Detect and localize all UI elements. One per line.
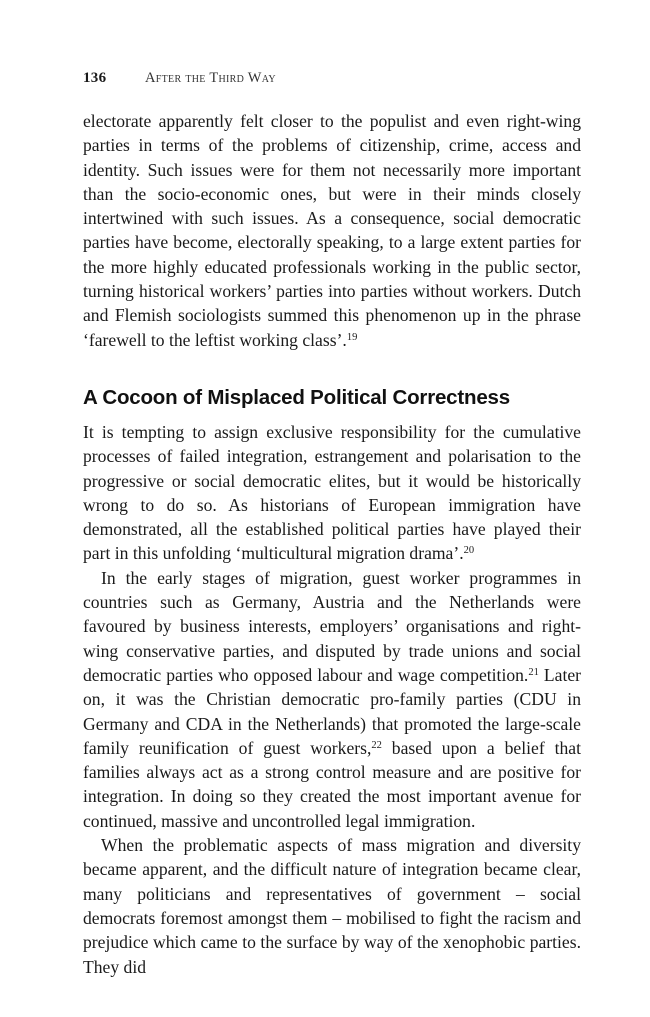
- section-heading: A Cocoon of Misplaced Political Correctness: [83, 385, 510, 409]
- footnote-marker[interactable]: 20: [463, 545, 475, 557]
- footnote-marker[interactable]: 19: [346, 331, 358, 343]
- footnote-marker[interactable]: 22: [371, 739, 382, 751]
- paragraph-text: electorate apparently felt closer to the populist and even right-wing parties in terms of the problems of citizenship, crime, access and identity. Such issues were for them not necessarily more important than the socio-economic ones, but were in their minds closely intertwined with such issues. As a consequence, social democratic parties have become, electorally speaking, to a large extent parties for the more highly educated professionals working in the public sector, turning historical workers’ parties into parties without workers. Dutch and Flemish sociologists summed this phenomenon up in the phrase ‘farewell to the leftist working class’.: [83, 111, 581, 350]
- running-head-title: After the Third Way: [145, 70, 276, 86]
- page-number: 136: [83, 70, 107, 86]
- body-paragraph: [83, 833, 581, 979]
- body-paragraph: [83, 420, 581, 566]
- paragraph-text: When the problematic aspects of mass migration and diversity became apparent, and the difficult nature of integration became clear, many politicians and representatives of government – social democrats foremost amongst them – mobilised to fight the racism and prejudice which came to the surface by way of the xenophobic parties. They did: [83, 835, 581, 977]
- body-paragraph: [83, 566, 581, 833]
- paragraph-text: based upon a belief that families always act as a strong control measure and are positive for integration. In doing so they created the most important avenue for continued, massive and uncontrolled legal immigration.: [83, 737, 581, 831]
- paragraph-text: It is tempting to assign exclusive responsibility for the cumulative processes of failed integration, estrangement and polarisation to the progressive or social democratic elites, but it would be historically wrong to do so. As historians of European immigration have demonstrated, all the established political parties have played their part in this unfolding ‘multicultural migration drama’.: [83, 421, 581, 564]
- paragraph-text: Later on, it was the Christian democratic pro-family parties (CDU in Germany and CDA in the Netherlands) that promoted the large-scale family reunification of guest workers,: [83, 664, 582, 758]
- book-page: [83, 70, 581, 979]
- running-head: [83, 70, 581, 87]
- footnote-marker[interactable]: 21: [528, 666, 539, 678]
- body-paragraph: [83, 109, 581, 352]
- paragraph-text: In the early stages of migration, guest worker programmes in countries such as Germany, Austria and the Netherlands were favoured by business interests, employers’ organisations and right-wing conservative parties, and disputed by trade unions and social democratic parties who opposed labour and wage competition.: [83, 567, 581, 685]
